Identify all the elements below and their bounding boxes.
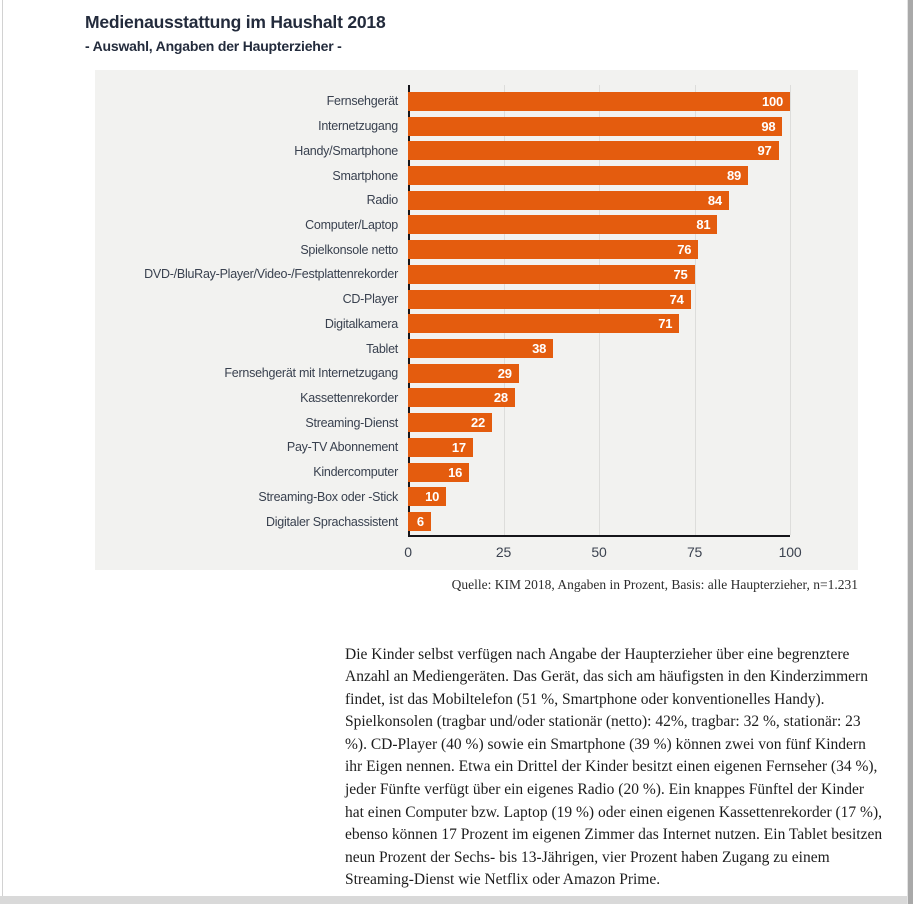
bar-label: Digitaler Sprachassistent [265,514,398,529]
bar-row [95,386,858,411]
bar-row [95,435,858,460]
page-left-border [2,0,3,896]
bar-track [408,388,858,407]
bar-track [408,339,858,358]
bar-label: Smartphone [332,168,398,183]
bar-row [95,311,858,336]
bar-value-label: 38 [532,341,547,357]
bar-track [408,512,858,531]
bar-value-label: 17 [451,439,466,455]
bar-track [408,92,858,111]
bar-value-label: 100 [761,93,784,109]
bar-track [408,314,858,333]
x-tick-label: 75 [686,544,703,560]
x-axis-tick-labels [404,544,858,564]
bar-value-label: 75 [673,266,688,282]
bar-chart-panel [95,70,858,570]
bar-label: Fernsehgerät mit Internetzugang [224,366,398,381]
bar-row [95,114,858,139]
bar-value-label: 10 [425,489,440,505]
bar [408,290,691,309]
bar-track [408,413,858,432]
bar-value-label: 16 [448,464,463,480]
bar-track [408,487,858,506]
bar-track [408,438,858,457]
x-tick-label: 25 [495,544,512,560]
right-edge-strip [908,0,913,904]
bar-label: Internetzugang [318,119,398,134]
bar-row [95,361,858,386]
bar-label: Kindercomputer [313,465,398,480]
bar-value-label: 6 [416,514,424,530]
bar-label: Kassettenrekorder [300,390,398,405]
bar [408,438,473,457]
bar-track [408,141,858,160]
bar-row [95,138,858,163]
bar [408,487,446,506]
x-tick-label: 50 [591,544,607,560]
x-tick-label: 0 [404,544,412,560]
bar-value-label: 98 [761,118,776,134]
body-paragraph: Die Kinder selbst verfügen nach Angabe der Haupterzieher über eine begrenztere Anzahl an Mediengeräten. Das Gerät, das sich am häufigsten in den Kinderzimmern findet, ist das Mobiltelefon (51 %, Smartphone oder konventionelles Handy). Spielkonsolen (tragbar und/oder stationär (netto): 42%, tragbar: 32 %, stationär: 23 %). CD-Player (40 %) sowie ein Smartphone (39 %) können zwei von fünf Kindern ihr Eigen nennen. Etwa ein Drittel der Kinder besitzt einen eigenen Fernseher (34 %), jeder Fünfte verfügt über ein eigenes Radio (20 %). Ein knappes Fünftel der Kinder hat einen Computer bzw. Laptop (19 %) oder einen eigenen Kassettenrekorder (17 %), ebenso können 17 Prozent im eigenen Zimmer das Internet nutzen. Ein Tablet besitzen neun Prozent der Sechs- bis 13-Jährigen, vier Prozent haben Zugang zu einem Streaming-Dienst wie Netflix oder Amazon Prime. [345,645,883,889]
bar-track [408,191,858,210]
bar [408,512,431,531]
bar-label: DVD-/BluRay-Player/Video-/Festplattenrekorder [144,267,398,282]
bar-row [95,410,858,435]
bar-value-label: 89 [726,168,742,184]
bar-value-label: 22 [470,415,486,431]
bar-value-label: 76 [677,242,692,258]
bar [408,240,698,259]
bar [408,191,729,210]
bar [408,413,492,432]
bar [408,117,782,136]
bar-track [408,265,858,284]
bar-row [95,485,858,510]
bar-track [408,290,858,309]
bar-rows [95,89,858,534]
bar [408,265,695,284]
bar-track [408,117,858,136]
bar-value-label: 81 [696,217,711,233]
bar-track [408,364,858,383]
bar-label: Tablet [366,341,398,356]
bar-label: Streaming-Box oder -Stick [258,489,398,504]
bar-label: Streaming-Dienst [305,415,398,430]
bar [408,166,748,185]
x-tick-label: 100 [778,544,802,560]
bar-value-label: 29 [497,365,512,381]
bar-value-label: 71 [658,316,673,332]
bar-row [95,287,858,312]
bar-label: Digitalkamera [324,316,398,331]
bar-row [95,262,858,287]
bar-value-label: 84 [707,192,722,208]
bar-row [95,188,858,213]
page-title: Medienausstattung im Haushalt 2018 [85,12,386,32]
bar-label: Computer/Laptop [305,217,398,232]
bar-value-label: 74 [669,291,684,307]
bar [408,339,553,358]
bar [408,215,717,234]
bar [408,314,679,333]
bar-label: Spielkonsole netto [300,242,398,257]
bar-track [408,240,858,259]
bar [408,92,790,111]
bar-row [95,89,858,114]
bar-label: Pay-TV Abonnement [286,440,398,455]
bar [408,388,515,407]
bar-track [408,166,858,185]
bar-label: Handy/Smartphone [294,143,398,158]
page-subtitle: - Auswahl, Angaben der Haupterzieher - [85,38,342,54]
x-axis-line [408,535,790,537]
bar-track [408,215,858,234]
bar-row [95,213,858,238]
bar [408,463,469,482]
bar-row [95,163,858,188]
bar-row [95,237,858,262]
bar-row [95,460,858,485]
bottom-edge-strip [0,896,913,904]
bar-value-label: 28 [493,390,508,406]
bar-label: Radio [366,193,398,208]
bar-label: Fernsehgerät [326,94,398,109]
bar [408,141,779,160]
bar-track [408,463,858,482]
bar [408,364,519,383]
bar-row [95,336,858,361]
bar-row [95,509,858,534]
bar-value-label: 97 [757,143,772,159]
bar-label: CD-Player [342,292,398,307]
source-note: Quelle: KIM 2018, Angaben in Prozent, Basis: alle Haupterzieher, n=1.231 [451,577,858,592]
